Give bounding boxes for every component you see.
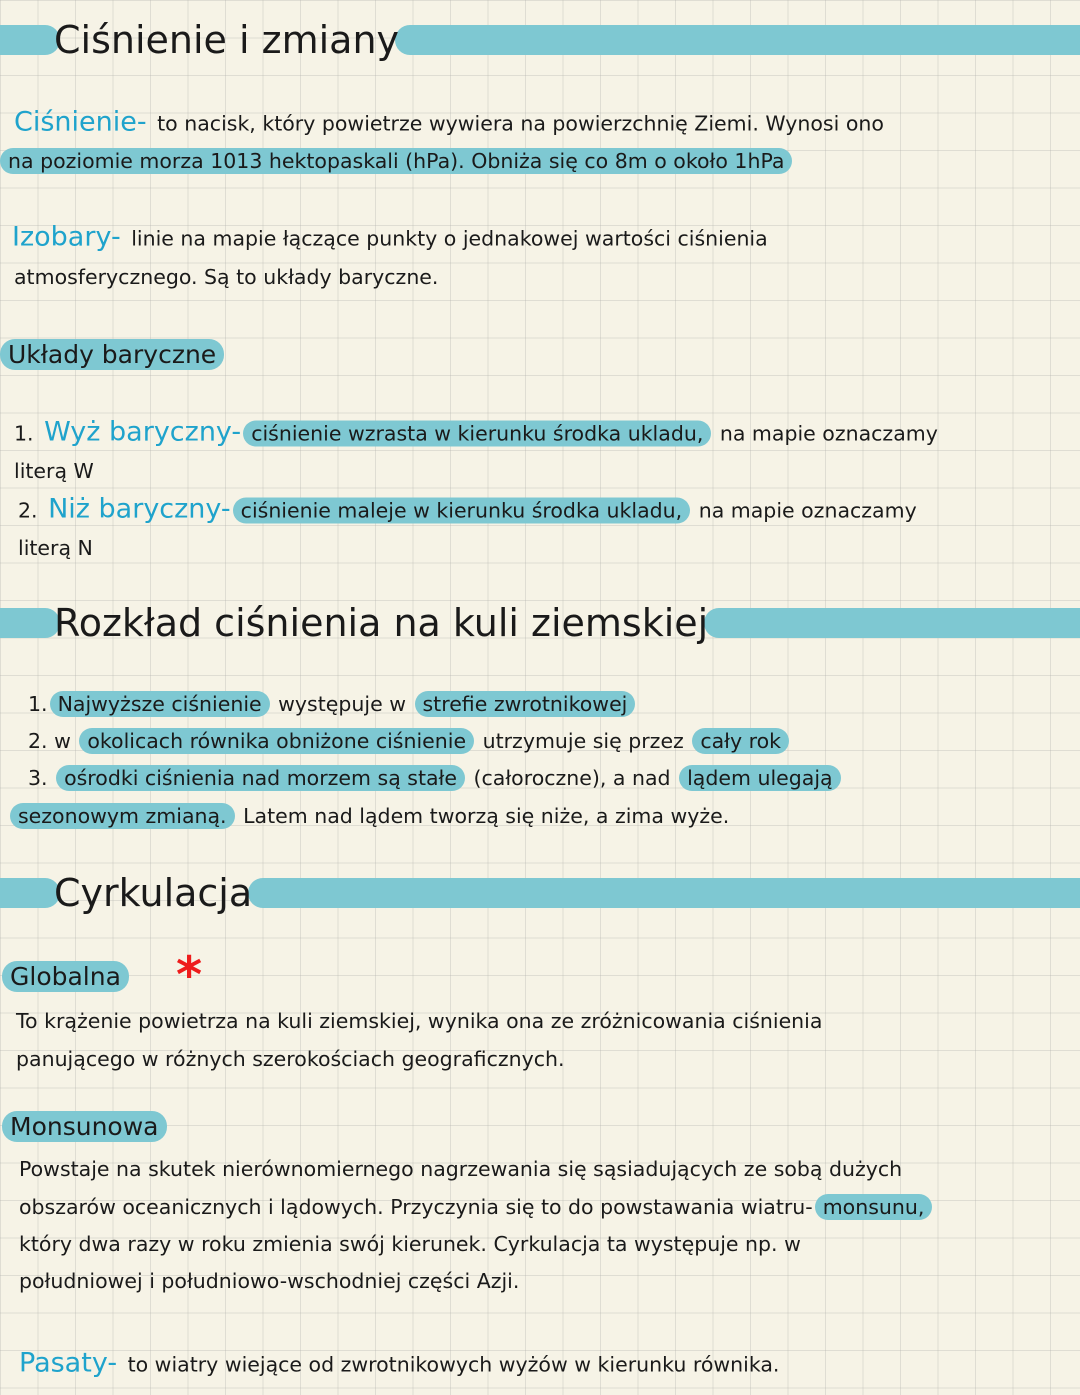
text-segment: który dwa razy w roku zmienia swój kierunek. Cyrkulacja ta występuje np. w xyxy=(19,1232,801,1256)
text-line xyxy=(17,1266,521,1296)
text-segment: na mapie oznaczamy xyxy=(713,421,938,446)
text-segment: występuje w xyxy=(271,692,413,716)
subheading xyxy=(0,340,224,370)
heading-bar-right xyxy=(395,25,1080,55)
highlighted-text: strefie zwrotnikowej xyxy=(415,691,636,717)
subheading xyxy=(2,962,129,992)
text-line xyxy=(10,801,731,831)
text-segment: Cyrkulacja xyxy=(54,871,253,915)
text-line xyxy=(17,1154,904,1184)
text-line xyxy=(12,418,940,449)
highlighted-text: monsunu, xyxy=(815,1194,933,1220)
highlighted-text: okolicach równika obniżone ciśnienie xyxy=(79,728,474,754)
term-label: Izobary- xyxy=(12,221,121,253)
text-line xyxy=(17,1349,781,1380)
highlighted-text: cały rok xyxy=(692,728,789,754)
section-heading xyxy=(52,18,401,62)
text-segment: 2. xyxy=(18,498,45,523)
text-segment: Latem nad lądem tworzą się niże, a zima wyże. xyxy=(236,804,730,828)
highlighted-text: Monsunowa xyxy=(2,1111,167,1142)
heading-bar-right xyxy=(704,608,1080,638)
highlighted-text: sezonowym zmianą. xyxy=(10,803,235,829)
text-line xyxy=(14,1044,567,1074)
heading-bar-left xyxy=(0,878,60,908)
highlighted-text: ciśnienie maleje w kierunku środka ukladu, xyxy=(233,498,691,524)
text-segment: to nacisk, który powietrze wywiera na powierzchnię Ziemi. Wynosi ono xyxy=(150,111,884,136)
text-segment: To krążenie powietrza na kuli ziemskiej, wynika ona ze zróżnicowania ciśnienia xyxy=(16,1009,823,1033)
text-segment: to wiatry wiejące od zwrotnikowych wyżów w kierunku równika. xyxy=(121,1352,780,1377)
text-segment: obszarów oceanicznych i lądowych. Przyczynia się to do powstawania wiatru- xyxy=(19,1195,813,1219)
text-segment: panującego w różnych szerokościach geograficznych. xyxy=(16,1047,565,1071)
highlighted-text: Globalna xyxy=(2,961,129,992)
text-line xyxy=(12,262,440,292)
text-segment: utrzymuje się przez xyxy=(476,729,691,753)
text-segment: literą N xyxy=(18,536,93,560)
text-segment: 1. xyxy=(28,692,48,716)
heading-bar-right xyxy=(248,878,1080,908)
subheading xyxy=(2,1112,167,1142)
text-segment: 3. xyxy=(28,766,55,790)
term-label: Ciśnienie- xyxy=(14,106,147,138)
text-line xyxy=(12,456,96,486)
highlighted-text: Najwyższe ciśnienie xyxy=(50,691,270,717)
highlighted-text: Układy baryczne xyxy=(0,339,224,370)
heading-bar-left xyxy=(0,25,60,55)
text-line xyxy=(26,726,789,756)
section-heading xyxy=(52,871,254,915)
text-segment: (całoroczne), a nad xyxy=(467,766,678,790)
term-label: Wyż baryczny- xyxy=(44,416,242,448)
text-line xyxy=(26,689,635,719)
text-segment: Rozkład ciśnienia na kuli ziemskiej xyxy=(54,601,709,645)
text-line xyxy=(26,763,841,793)
heading-bar-left xyxy=(0,608,60,638)
text-segment: atmosferycznego. Są to układy baryczne. xyxy=(14,265,439,289)
text-line xyxy=(12,108,886,139)
term-label: Pasaty- xyxy=(19,1347,118,1379)
highlighted-text: lądem ulegają xyxy=(679,765,841,791)
text-segment: 2. w xyxy=(28,729,78,753)
text-line xyxy=(16,495,919,526)
highlighted-text: ośrodki ciśnienia nad morzem są stałe xyxy=(56,765,465,791)
text-segment: na mapie oznaczamy xyxy=(692,498,917,523)
text-line xyxy=(16,533,95,563)
text-segment: południowej i południowo-wschodniej części Azji. xyxy=(19,1269,520,1293)
text-segment: Powstaje na skutek nierównomiernego nagrzewania się sąsiadujących ze sobą dużych xyxy=(19,1157,903,1181)
text-line xyxy=(14,1006,824,1036)
asterisk-icon: * xyxy=(176,946,203,1004)
term-label: Niż baryczny- xyxy=(48,493,231,525)
text-line xyxy=(0,146,792,176)
text-line xyxy=(17,1229,803,1259)
text-segment: Ciśnienie i zmiany xyxy=(54,18,400,62)
highlighted-text: ciśnienie wzrasta w kierunku środka ukladu, xyxy=(243,421,711,447)
section-heading xyxy=(52,601,710,645)
text-line xyxy=(10,223,770,254)
highlighted-text: na poziomie morza 1013 hektopaskali (hPa). Obniża się co 8m o około 1hPa xyxy=(0,148,792,174)
text-segment: linie na mapie łączące punkty o jednakowej wartości ciśnienia xyxy=(124,226,768,251)
text-segment: 1. xyxy=(14,421,41,446)
text-segment: literą W xyxy=(14,459,94,483)
text-line xyxy=(17,1192,932,1222)
